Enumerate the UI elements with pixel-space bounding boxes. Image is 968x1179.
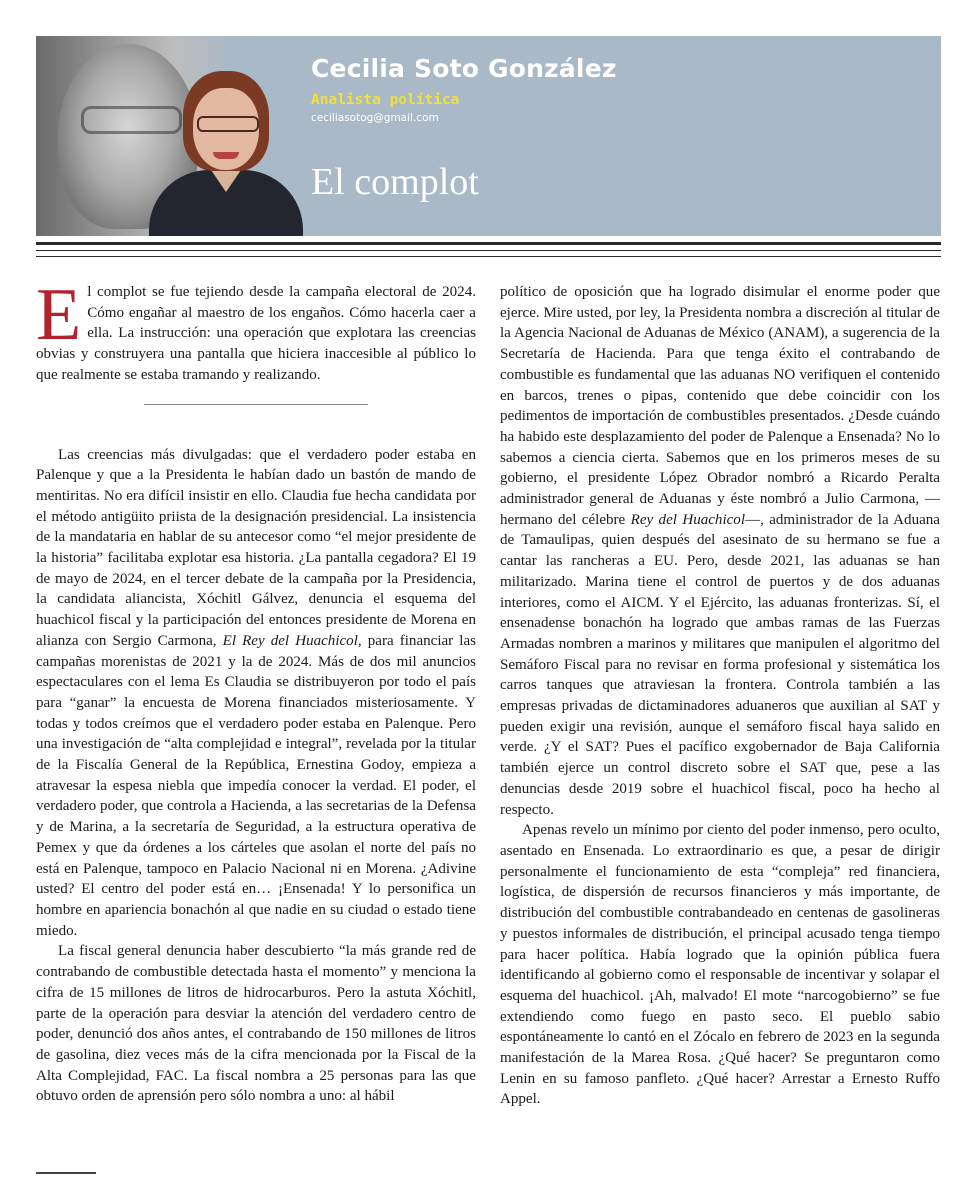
paragraph-text: Las creencias más divulgadas: que el verdadero poder estaba en Palenque y que a la Presidenta le habían dado un bastón de mando de mentiritas. No era difícil insistir en ello. Claudia fue hecha candidata por el método antigüito priista de la designación presidencial. La insistencia de la mandataria en hablar de su antecesor como “el mejor presidente de la historia” facilitaba explotar esa historia. ¿La pantalla cegadora? El 19 de mayo de 2024, en el tercer debate de la campaña por la Presidencia, la candidata aliancista, Xóchitl Gálvez, denuncia el esquema del huachicol fiscal y la participación del entonces presidente de Morena en alianza con Sergio Carmona, <box>36 446 476 649</box>
author-role: Analista política <box>311 92 460 108</box>
article-column-right <box>500 282 940 1110</box>
portrait-glasses <box>197 116 259 132</box>
paragraph <box>36 445 476 942</box>
header-rule-thick <box>36 242 941 245</box>
header-rule-thin-2 <box>36 256 941 257</box>
column-title: El complot <box>311 161 479 203</box>
lead-paragraph <box>36 274 476 386</box>
paragraph-text: Apenas revelo un mínimo por ciento del poder inmenso, pero oculto, asentado en Ensenada. Lo extraordinario es que, a pesar de dirigir personalmente el funcionamiento de esta “compleja” red financiera, logística, de dispersión de recursos financieros y más importante, de distribución del combustible contrabandeado en centenas de gasolineras y puestos informales de distribución, el principal acusado tenga tiempo para hacer política. Había logrado que la opinión pública fuera identificando al gobierno como el responsable de incentivar y solapar el esquema del huachicol. ¡Ah, malvado! El mote “narcogobierno” se fue extendiendo como fuego en pasto seco. El pueblo sabio espontáneamente lo cantó en el Zócalo en febrero de 2023 en la segunda manifestación de la Marea Rosa. ¿Qué hacer? Se preguntaron como Lenin en su famoso panfleto. ¿Qué hacer? Arrestar a Ernesto Ruffo Appel. <box>500 822 940 1108</box>
lead-text: l complot se fue tejiendo desde la campaña electoral de 2024. Cómo engañar al maestro de los engaños. Cómo hacerla caer a ella. La instrucción: una operación que explotara las creencias obvias y construyera una pantalla que hiciera inaccesible al público lo que realmente se estaba tramando y realizando. <box>36 284 476 383</box>
column-header <box>36 36 941 236</box>
paragraph-text: político de oposición que ha logrado disimular el enorme poder que ejerce. Mire usted, por ley, la Presidenta nombra a discreción al titular de la Agencia Nacional de Aduanas de México (ANAM), a sugerencia de la Secretaría de Hacienda. Para que tenga éxito el contrabando de combustible es fundamental que las aduanas NO verifiquen el contenido en barcos, trenes o pipas, contenido que debe coincidir con los pedimentos de importación de combustibles presentados. ¿Desde cuándo ha habido este desplazamiento del poder de Palenque a Ensenada? No lo sabemos a ciencia cierta. Sabemos que en los primeros meses de su gobierno, el presidente López Obrador nombró a Ricardo Peralta administrador general de Aduanas y éste nombró a Julio Carmona, —hermano del célebre <box>500 284 940 528</box>
paragraph-text: —, administrador de la Aduana de Tamaulipas, quien después del asesinato de su hermano se fue a cantar las rancheras a EU. Pero, desde 2021, las aduanas se han militarizado. Marina tiene el control de puertos y de dos aduanas interiores, como el AICM. Y el Ejército, las aduanas fronterizas. Sí, el ensenadense bonachón ha logrado que ambas ramas de las Fuerzas Armadas nombren a marinos y militares que manipulen el algoritmo del Semáforo Fiscal para no revisar en forma profesional y sistemática los carros tanques que atraviesan la frontera. Controla también a las empresas privadas de dictaminadores aduaneros que auxilian al SAT y pueden exigir una revisión, aunque el semáforo fiscal haya salido en verde. ¿Y el SAT? Pues el pacífico exgobernador de Baja California también ejerce un control discreto sobre el SAT que, pese a las denuncias desde 2019 sobre el huachicol fiscal, poco ha hecho al respecto. <box>500 511 940 818</box>
paragraph <box>500 282 940 820</box>
author-portrait <box>141 66 311 236</box>
article-column-left <box>36 274 477 1107</box>
paragraph <box>500 820 940 1110</box>
section-separator <box>144 404 368 405</box>
italic-nickname: El Rey del Huachicol, <box>222 632 362 649</box>
author-email: ceciliasotog@gmail.com <box>311 112 439 124</box>
paragraph-text: La fiscal general denuncia haber descubierto “la más grande red de contrabando de combustible detectada hasta el momento” y menciona la cifra de 15 millones de litros de hidrocarburos. Pero la astuta Xóchitl, parte de la operación para desviar la atención del verdadero centro de poder, denunció dos años antes, el contrabando de 150 millones de litros de gasolina, diez veces más de la cifra mencionada por la Fiscal de la Alta Complejidad, FAC. La fiscal nombra a 25 personas para las que obtuvo orden de aprensión pero sólo nombra a uno: al hábil <box>36 943 476 1105</box>
drop-cap: E <box>36 274 82 356</box>
italic-nickname: Rey del Huachicol <box>630 511 746 528</box>
paragraph-text: para financiar las campañas morenistas de 2021 y la de 2024. Más de dos mil anuncios espectaculares con el lema Es Claudia se distribuyeron por todo el país para “ganar” la encuesta de Morena financiados misteriosamente. Y todas y todos creímos que el verdadero poder estaba en Palenque. Pero una investigación de “alta complejidad e integral”, revelada por la titular de la Fiscalía General de la República, Ernestina Godoy, empieza a atravesar la espesa niebla que impedía conocer la verdad. El poder, el verdadero poder, que controla a Hacienda, a las secretarias de la Defensa y de Marina, a la secretaría de Seguridad, a la estructura operativa de Pemex y que da órdenes a los cárteles que asolan el norte del país no está en Palenque, tampoco en Palacio Nacional ni en Morena. ¿Adivine usted? El centro del poder está en… ¡Ensenada! Y lo personifica un hombre en apariencia bonachón al que nadie en su ciudad o estado tiene miedo. <box>36 632 477 939</box>
paragraph <box>36 941 476 1107</box>
portrait-mouth <box>213 152 239 159</box>
footer-rule <box>36 1172 96 1174</box>
author-name: Cecilia Soto González <box>311 54 617 83</box>
header-rule-thin-1 <box>36 250 941 251</box>
